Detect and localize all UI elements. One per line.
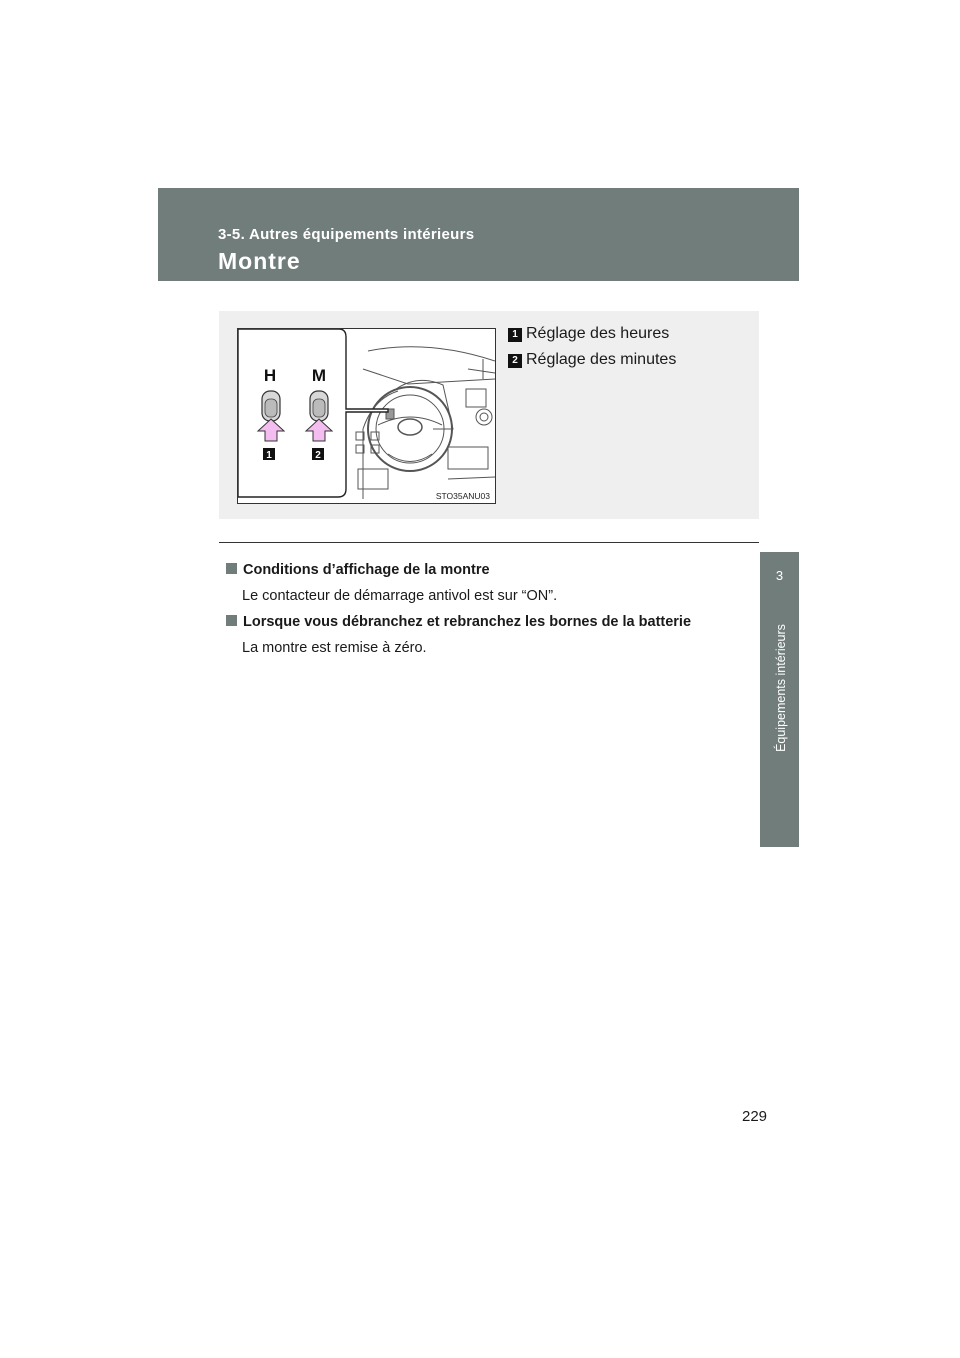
dashboard-drawing <box>238 329 495 503</box>
note-heading-battery <box>226 614 691 630</box>
note-text-display-conditions: Le contacteur de démarrage antivol est sur “ON”. <box>242 588 558 604</box>
note-heading-text: Conditions d’affichage de la montre <box>243 562 490 578</box>
bullet-square-icon <box>226 615 237 626</box>
chapter-number: 3 <box>775 568 784 583</box>
legend-2-text: Réglage des minutes <box>526 351 677 368</box>
legend-item-hours <box>508 325 669 343</box>
chapter-label-text: Équipements intérieurs <box>774 624 788 752</box>
chapter-side-label <box>763 588 799 788</box>
legend-item-minutes <box>508 351 676 369</box>
section-title: 3-5. Autres équipements intérieurs <box>218 226 475 243</box>
section-divider <box>219 542 759 543</box>
chapter-header <box>158 188 799 281</box>
legend-1-text: Réglage des heures <box>526 325 670 342</box>
callout-1-text: 1 <box>266 450 272 461</box>
button-m-label: M <box>311 366 327 385</box>
bullet-square-icon <box>226 563 237 574</box>
legend-1-badge: 1 <box>508 328 522 342</box>
note-heading-text: Lorsque vous débranchez et rebranchez les bornes de la batterie <box>243 614 692 630</box>
callout-2-text: 2 <box>315 450 321 461</box>
clock-illustration <box>237 328 496 504</box>
note-heading-display-conditions <box>226 562 490 578</box>
figure-code: STO35ANU03 <box>435 491 490 501</box>
page-title: Montre <box>218 248 301 274</box>
button-h-label: H <box>263 366 277 385</box>
note-text-battery: La montre est remise à zéro. <box>242 640 427 656</box>
page-number: 229 <box>742 1108 768 1125</box>
legend-2-badge: 2 <box>508 354 522 368</box>
